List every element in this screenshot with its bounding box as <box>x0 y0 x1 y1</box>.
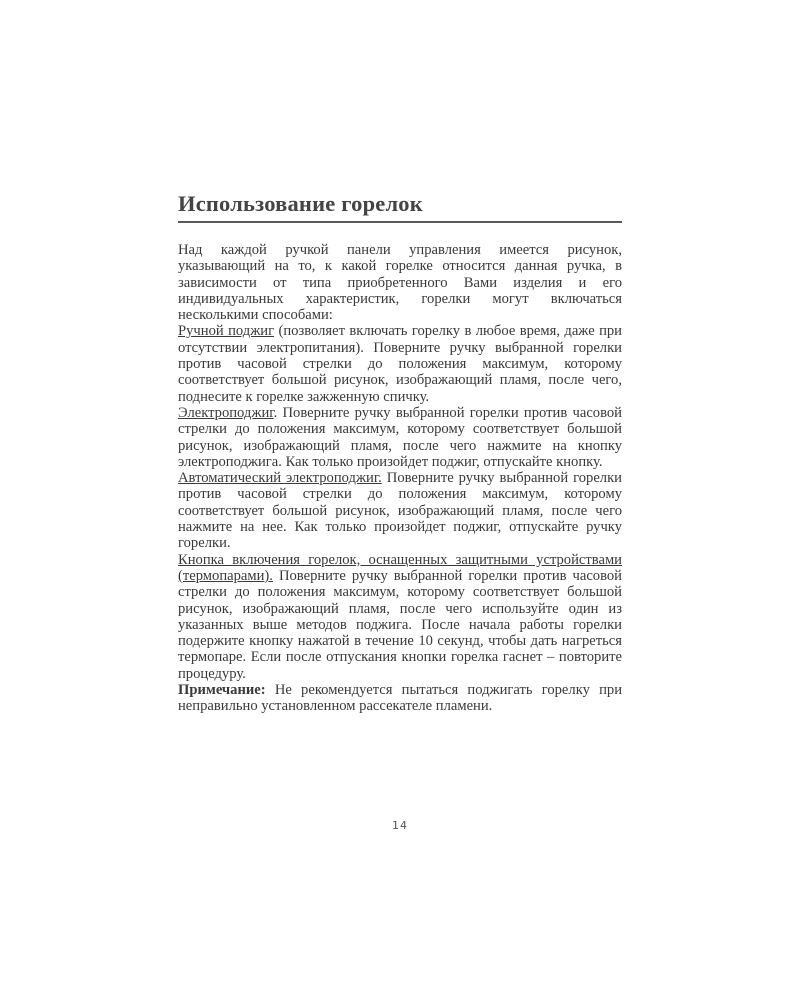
intro-paragraph: Над каждой ручкой панели управления имеется рисунок, указывающий на то, к какой горелке относится данная ручка, в зависимости от типа приобретенного Вами изделия и его индивидуальных характеристик, горелки могут включаться несколькими способами: <box>178 242 622 324</box>
method-manual-ignition <box>178 323 622 404</box>
note-text: Не рекомендуется пытаться поджигать горелку при неправильно установленном рассекателе пламени. <box>178 682 622 715</box>
method-automatic-ignition <box>178 470 622 551</box>
method-description: Поверните ручку выбранной горелки против часовой стрелки до положения максимум, которому соответствует большой рисунок, изображающий пламя, после чего используйте один из указанных выше методов поджига. После начала работы горелки подержите кнопку нажатой в течение 10 секунд, чтобы дать нагреться термопаре. Если после отпускания кнопки горелка гаснет – повторите процедуру. <box>178 567 622 682</box>
method-title: Электроподжиг <box>178 404 274 421</box>
note-paragraph <box>178 682 622 715</box>
page-title: Использование горелок <box>178 191 423 216</box>
page-number: 14 <box>392 819 408 832</box>
page-content <box>178 190 622 715</box>
method-electric-ignition <box>178 405 622 470</box>
method-thermocouple-button <box>178 552 622 682</box>
method-title: Ручной поджиг <box>178 323 275 340</box>
method-title: Автоматический электроподжиг. <box>178 470 382 487</box>
method-description: (позволяет включать горелку в любое время, даже при отсутствии электропитания). Поверните ручку выбранной горелки против часовой стрелки до положения максимум, которому соответствует большой рисунок, изображающий пламя, после чего, поднесите к горелке зажженную спичку. <box>178 323 622 405</box>
title-underline <box>178 221 622 223</box>
method-description: Поверните ручку выбранной горелки против часовой стрелки до положения максимум, которому соответствует большой рисунок, изображающий пламя, после чего нажмите на нее. Как только произойдет поджиг, отпускайте ручку горелки. <box>178 470 622 552</box>
body-text <box>178 242 622 715</box>
method-title: Кнопка включения горелок, оснащенных защитными устройствами (термопарами). <box>178 551 622 584</box>
method-description: . Поверните ручку выбранной горелки против часовой стрелки до положения максимум, которому соответствует большой рисунок, изображающий пламя, после чего нажмите на кнопку электроподжига. Как только произойдет поджиг, отпускайте кнопку. <box>178 404 622 470</box>
note-label: Примечание: <box>178 682 266 699</box>
